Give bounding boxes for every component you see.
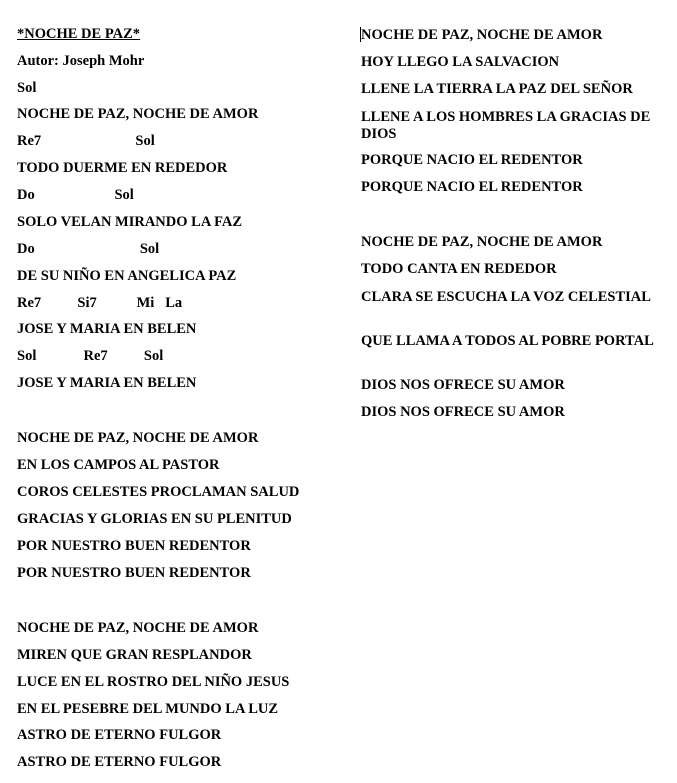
lyric-line: LLENE LA TIERRA LA PAZ DEL SEÑOR [361,81,633,97]
lyric-line: DIOS NOS OFRECE SU AMOR [361,377,565,393]
lyric-line: POR NUESTRO BUEN REDENTOR [17,565,251,581]
song-title: *NOCHE DE PAZ* [17,26,140,42]
lyric-line: JOSE Y MARIA EN BELEN [17,321,197,337]
lyric-line: PORQUE NACIO EL REDENTOR [361,152,583,168]
lyric-line: QUE LLAMA A TODOS AL POBRE PORTAL [361,333,654,349]
lyric-line: CLARA SE ESCUCHA LA VOZ CELESTIAL [361,289,651,305]
lyric-line: ASTRO DE ETERNO FULGOR [17,754,222,770]
lyric-line: EN LOS CAMPOS AL PASTOR [17,457,220,473]
lyric-line: HOY LLEGO LA SALVACION [361,54,560,70]
lyric-line: NOCHE DE PAZ, NOCHE DE AMOR [17,430,259,446]
chord-line: Do Sol [17,241,160,257]
lyric-line: MIREN QUE GRAN RESPLANDOR [17,647,252,663]
lyric-line: LUCE EN EL ROSTRO DEL NIÑO JESUS [17,674,290,690]
lyric-line: TODO CANTA EN REDEDOR [361,261,557,277]
lyric-line: NOCHE DE PAZ, NOCHE DE AMOR [17,620,259,636]
lyric-line: NOCHE DE PAZ, NOCHE DE AMOR [17,106,259,122]
lyric-line: DIOS NOS OFRECE SU AMOR [361,404,565,420]
lyric-line: EN EL PESEBRE DEL MUNDO LA LUZ [17,701,279,717]
lyric-line: SOLO VELAN MIRANDO LA FAZ [17,214,243,230]
lyric-line: DE SU NIÑO EN ANGELICA PAZ [17,268,237,284]
lyric-line: NOCHE DE PAZ, NOCHE DE AMOR [361,27,603,43]
chord-line: Sol [17,80,37,96]
lyric-line: ASTRO DE ETERNO FULGOR [17,727,222,743]
lyric-line: LLENE A LOS HOMBRES LA GRACIAS DE DIOS [361,109,651,142]
chord-line: Re7 Si7 Mi La [17,295,183,311]
lyric-line: POR NUESTRO BUEN REDENTOR [17,538,251,554]
lyric-line: TODO DUERME EN REDEDOR [17,160,228,176]
lyric-line: COROS CELESTES PROCLAMAN SALUD [17,484,300,500]
author-line: Autor: Joseph Mohr [17,53,145,69]
chord-line: Re7 Sol [17,133,155,149]
lyric-line: JOSE Y MARIA EN BELEN [17,375,197,391]
lyric-line: PORQUE NACIO EL REDENTOR [361,179,583,195]
chord-line: Sol Re7 Sol [17,348,164,364]
lyric-line: NOCHE DE PAZ, NOCHE DE AMOR [361,234,603,250]
chord-line: Do Sol [17,187,134,203]
lyric-line: GRACIAS Y GLORIAS EN SU PLENITUD [17,511,292,527]
